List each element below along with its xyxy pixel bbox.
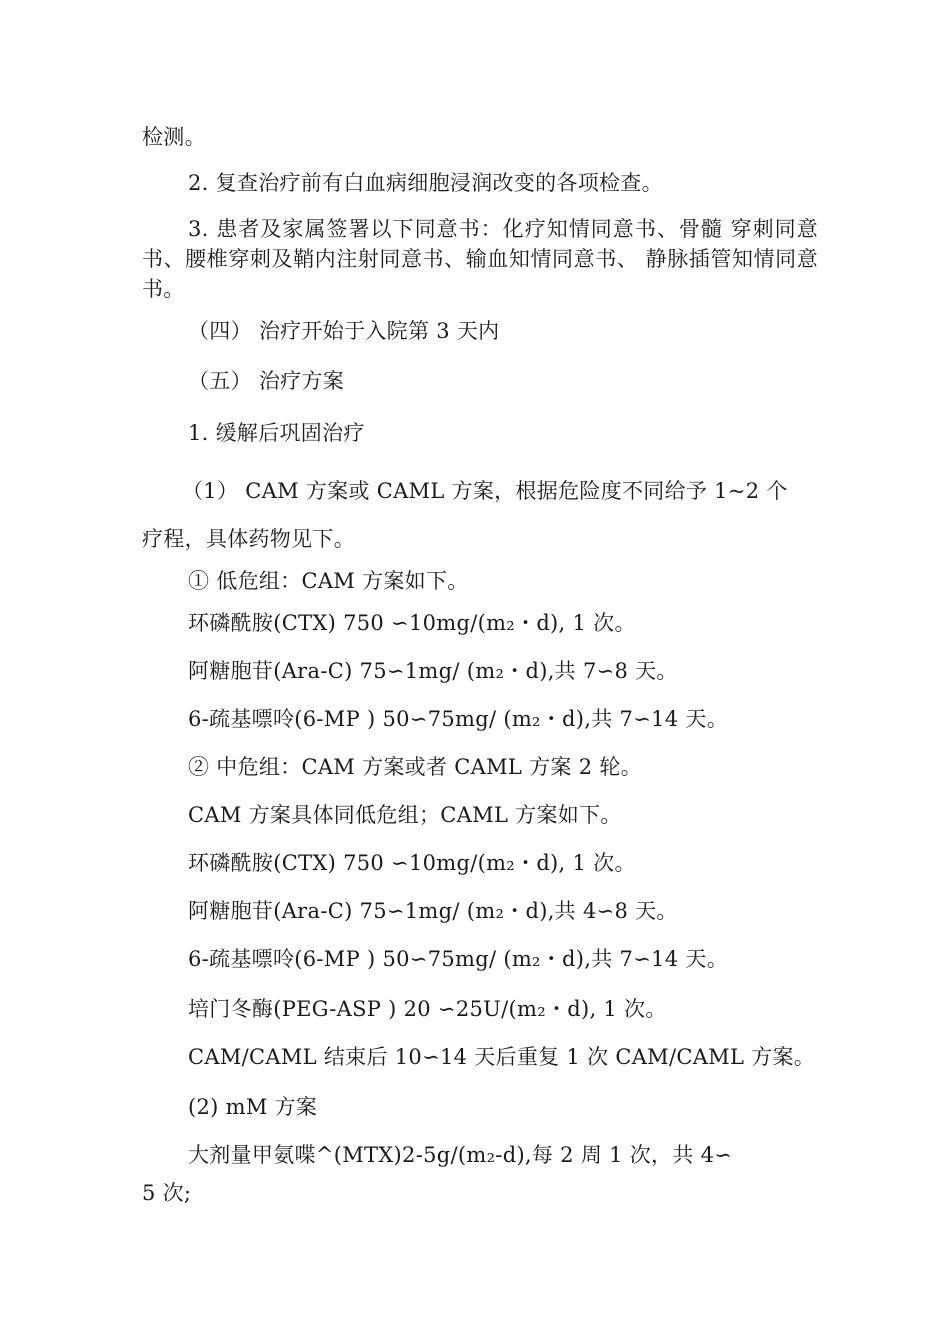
text-line: 6-疏基嘌呤(6-MP ) 50∽75mg/ (m₂・d),共 7∽14 天。 — [188, 707, 728, 731]
text-line: 疗程，具体药物见下。 — [142, 527, 355, 551]
text-line: ① 低危组：CAM 方案如下。 — [188, 569, 469, 593]
text-line: 环磷酰胺(CTX) 750 ∽10mg/(m₂・d), 1 次。 — [188, 851, 636, 875]
text-line: 6-疏基嘌呤(6-MP ) 50∽75mg/ (m₂・d),共 7∽14 天。 — [188, 947, 728, 971]
text-line: 环磷酰胺(CTX) 750 ∽10mg/(m₂・d), 1 次。 — [188, 611, 636, 635]
text-line: 5 次; — [142, 1181, 192, 1205]
text-line: 培门冬酶(PEG-ASP ) 20 ∽25U/(m₂・d), 1 次。 — [188, 997, 667, 1021]
text-line: 2. 复查治疗前有白血病细胞浸润改变的各项检查。 — [188, 171, 663, 195]
text-line: ② 中危组：CAM 方案或者 CAML 方案 2 轮。 — [188, 755, 642, 779]
text-line: 大剂量甲氨喋^(MTX)2-5g/(m₂-d),每 2 周 1 次，共 4∽ — [188, 1143, 733, 1167]
text-line: 阿糖胞苷(Ara-C) 75∽1mg/ (m₂・d),共 4∽8 天。 — [188, 899, 678, 923]
text-paragraph: 3. 患者及家属签署以下同意书：化疗知情同意书、骨髓 穿刺同意书、腰椎穿刺及鞘内注射同意书、输血知情同意书、 静脉插管知情同意书。 — [142, 217, 818, 301]
text-line: 检测。 — [142, 125, 206, 149]
text-line: CAM 方案具体同低危组；CAML 方案如下。 — [188, 803, 622, 827]
section-heading: （四） 治疗开始于入院第 3 天内 — [188, 319, 500, 343]
text-line: （1） CAM 方案或 CAML 方案，根据危险度不同给予 1~2 个 — [182, 479, 788, 503]
subsection-heading: 1. 缓解后巩固治疗 — [188, 421, 365, 445]
section-heading: （五） 治疗方案 — [188, 369, 345, 393]
text-line: 阿糖胞苷(Ara-C) 75∽1mg/ (m₂・d),共 7∽8 天。 — [188, 659, 678, 683]
text-line: (2) mM 方案 — [188, 1095, 318, 1119]
text-line: CAM/CAML 结束后 10∽14 天后重复 1 次 CAM/CAML 方案。 — [188, 1045, 816, 1069]
